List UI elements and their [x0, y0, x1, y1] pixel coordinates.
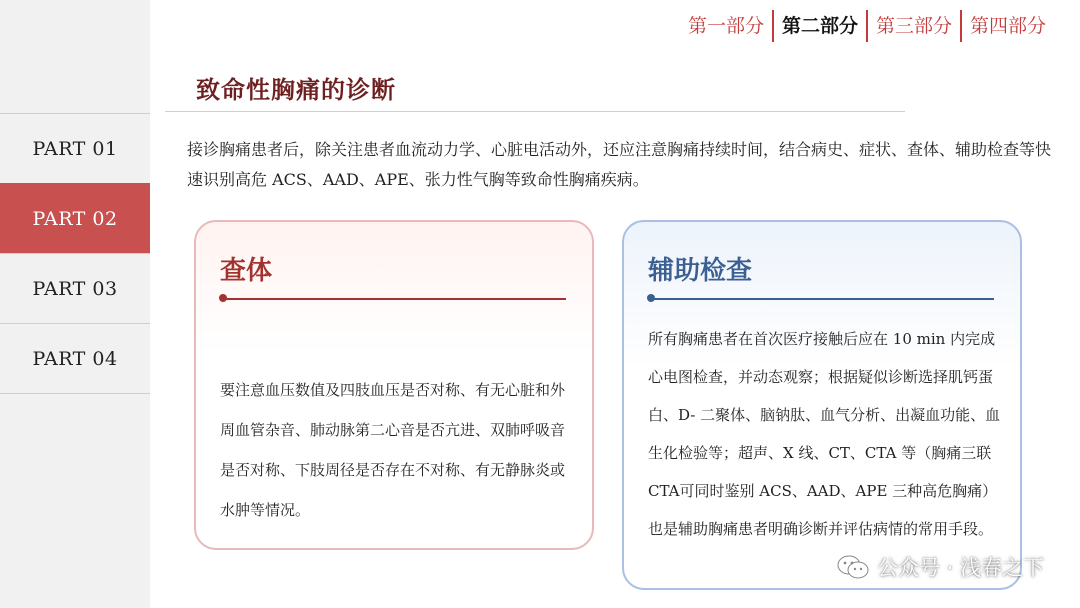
auxiliary-exam-card: [622, 220, 1022, 590]
physical-exam-title: 查体: [220, 256, 273, 286]
tab-part-four[interactable]: 第四部分: [969, 15, 1046, 37]
sidebar: [0, 0, 150, 608]
tab-part-two[interactable]: 第二部分: [781, 15, 858, 37]
auxiliary-exam-title: 辅助检查: [648, 256, 753, 286]
physical-exam-text: 要注意血压数值及四肢血压是否对称、有无心脏和外周血管杂音、肺动脉第二心音是否亢进、双肺呼吸音是否对称、下肢周径是否存在不对称、有无静脉炎或水肿等情况。: [220, 381, 566, 519]
watermark: [837, 552, 1044, 582]
auxiliary-exam-bullet-dot: [647, 294, 655, 302]
physical-exam-card: [194, 220, 594, 550]
sidebar-divider: [0, 393, 150, 394]
watermark-text: 公众号 · 浅春之下: [876, 556, 1044, 580]
sidebar-item-part-03[interactable]: PART 03: [0, 253, 150, 323]
auxiliary-exam-rule: [650, 298, 994, 300]
tab-part-three[interactable]: 第三部分: [875, 15, 952, 37]
physical-exam-bullet-dot: [219, 294, 227, 302]
tab-part-one[interactable]: 第一部分: [687, 15, 764, 37]
top-navigation: [680, 8, 1054, 44]
sidebar-item-part-02[interactable]: PART 02: [0, 183, 150, 253]
title-divider: [165, 111, 905, 112]
physical-exam-rule: [222, 298, 566, 300]
wechat-icon: [837, 554, 869, 580]
sidebar-item-part-04[interactable]: PART 04: [0, 323, 150, 393]
intro-paragraph: 接诊胸痛患者后，除关注患者血流动力学、心脏电活动外，还应注意胸痛持续时间，结合病史、症状、查体、辅助检查等快速识别高危 ACS、AAD、APE、张力性气胸等致命性胸痛疾病。: [187, 140, 1052, 189]
sidebar-item-part-01[interactable]: PART 01: [0, 113, 150, 183]
auxiliary-exam-text: 所有胸痛患者在首次医疗接触后应在 10 min 内完成心电图检查，并动态观察；根据疑似诊断选择肌钙蛋白、D- 二聚体、脑钠肽、血气分析、出凝血功能、血生化检验等；超声、X 线、CT、CTA 等（胸痛三联 CTA可同时鉴别 ACS、AAD、APE 三种高危胸痛）也是辅助胸痛患者明确诊断并评估病情的常用手段。: [648, 330, 1001, 538]
page-title: 致命性胸痛的诊断: [196, 75, 396, 104]
